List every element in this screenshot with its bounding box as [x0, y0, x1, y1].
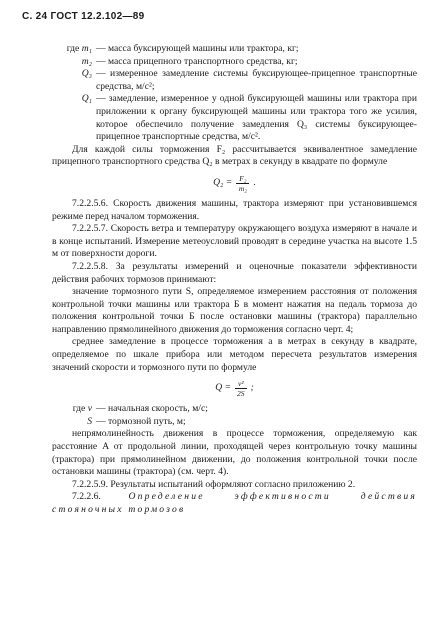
where-word: где	[66, 43, 80, 54]
formula-lhs: Q₂ =	[213, 177, 233, 189]
denominator: m₂	[238, 183, 247, 193]
formula-tail: ;	[250, 382, 254, 394]
symbol-q3: Q₃	[81, 68, 92, 80]
paragraph-nonlinearity: непрямолинейность движения в процессе торможения, определяемую как расстояние A от продольной линии, проходящей через контрольную точку машины (трактора) при прямолинейном движении, до положения контрольной точки после остановки машины (трактора) (см. черт. 4).	[52, 428, 417, 478]
page-header: С. 24 ГОСТ 12.2.102—89	[22, 11, 145, 22]
symbol-q1: Q₁	[81, 93, 92, 105]
where-word: где	[72, 403, 86, 415]
definition-text: — замедление, измеренное у одной буксирующей машины или трактора при приложении к органу буксирующей машины или трактора того же усилия, которое обеспечило получение замедления Q₃ системы буксирующее-прицепное транспортные средства, м/с².	[96, 93, 417, 143]
paragraph-force: Для каждой силы торможения F₂ рассчитывается эквивалентное замедление прицепного транспортного средства Q₂ в метрах в секунду в квадрате по формуле	[52, 143, 417, 168]
definition-q3	[52, 68, 417, 93]
fraction	[236, 174, 249, 193]
paragraph-7-2-2-5-6: 7.2.2.5.6. Скорость движения машины, трактора измеряют при установившемся режиме перед началом торможения.	[52, 197, 417, 222]
paragraph-7-2-2-5-7: 7.2.2.5.7. Скорость ветра и температуру окружающего воздуха измеряют в начале и в конце испытаний. Измерение метеоусловий проводят в середине участка на высоте 1.5 м от поверхности дороги.	[52, 223, 417, 260]
denominator: 2S	[237, 389, 245, 399]
formula-tail: .	[253, 177, 256, 189]
paragraph-7-2-2-5-9: 7.2.2.5.9. Результаты испытаний оформляют согласно приложению 2.	[72, 478, 356, 490]
formula-lhs: Q =	[215, 382, 232, 394]
paragraph-7-2-2-6	[52, 491, 417, 516]
definition-q1	[52, 93, 417, 143]
paragraph-7-2-2-5-8: 7.2.2.5.8. За результаты измерений и оценочные показатели эффективности действия рабочих тормозов принимают:	[52, 260, 417, 285]
numerator: F₂	[236, 174, 249, 184]
section-number: 7.2.2.6.	[72, 491, 101, 503]
definition-text: — измеренное замедление системы буксирующее-прицепное транспортные средства, м/с²;	[96, 68, 417, 92]
symbol-m1: m₁	[81, 43, 92, 54]
definition-text: — масса буксирующей машины или трактора, кг;	[96, 43, 299, 54]
definition-m1	[52, 43, 417, 56]
page-content	[52, 43, 417, 517]
numerator: v²	[235, 379, 247, 389]
definition-m2	[52, 56, 417, 69]
paragraph-braking-path: значение тормозного пути S, определяемое измерением расстояния от положения контрольной точки машины или трактора Б в момент нажатия на педаль тормоза до положения контрольной точки Б после остановки машины (трактора) параллельно направлению прямолинейного движения до торможения согласно черт. 4;	[52, 286, 417, 335]
paragraph-mean-deceleration: среднее замедление в процессе торможения a в метрах в секунду в квадрате, определяемое по шкале прибора или методом пересчета результатов измерения значений скорости и тормозного пути по формуле	[52, 336, 417, 373]
formula-q	[52, 379, 417, 398]
formula-q2	[52, 174, 417, 193]
fraction	[235, 379, 247, 398]
definition-v	[52, 403, 417, 416]
definition-text: — масса прицепного транспортного средства, кг;	[96, 55, 298, 67]
definition-s	[52, 416, 417, 429]
section-title: Определение эффективности действия стояночных тормозов	[52, 491, 418, 515]
symbol-m2: m₂	[81, 55, 92, 67]
definition-text: — начальная скорость, м/с;	[96, 403, 208, 415]
symbol-s: S	[87, 415, 92, 427]
definition-text: — тормозной путь, м;	[96, 415, 186, 427]
symbol-v: v	[87, 403, 92, 415]
